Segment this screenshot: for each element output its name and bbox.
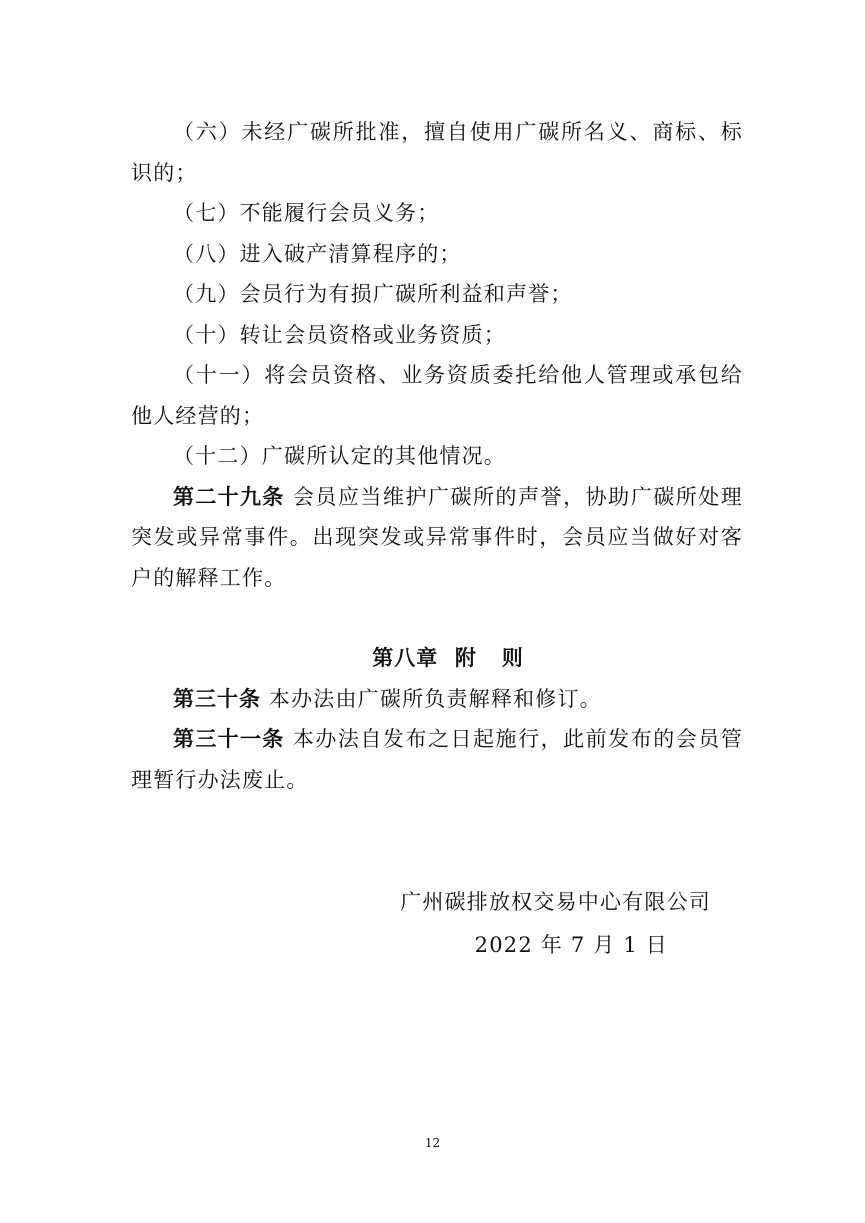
document-body	[131, 112, 743, 800]
chapter-heading: 第八章 附 则	[372, 646, 524, 670]
article-30	[131, 679, 743, 720]
page-number: 12	[424, 1136, 441, 1150]
list-item-8: （八）进入破产清算程序的；	[173, 241, 462, 266]
list-item-11: （十一）将会员资格、业务资质委托给他人管理或承包给他人经营的；	[131, 363, 743, 428]
list-item-7: （七）不能履行会员义务；	[173, 201, 440, 225]
list-item-12: （十二）广碳所认定的其他情况。	[173, 444, 506, 468]
article-29-label: 第二十九条	[173, 484, 285, 509]
list-item-9: （九）会员行为有损广碳所利益和声誉；	[173, 282, 573, 306]
signature-date: 2022 年 7 月 1 日	[474, 933, 668, 957]
article-31	[131, 719, 743, 800]
list-item-10: （十）转让会员资格或业务资质；	[173, 322, 506, 347]
list-item-6: （六）未经广碳所批准，擅自使用广碳所名义、商标、标识的；	[131, 120, 743, 185]
article-31-text: 本办法自发布之日起施行，此前发布的会员管理暂行办法废止。	[131, 727, 743, 792]
signature-organization: 广州碳排放权交易中心有限公司	[400, 890, 711, 914]
article-30-text: 本办法由广碳所负责解释和修订。	[261, 686, 602, 711]
article-30-label: 第三十条	[173, 686, 261, 711]
article-29	[131, 477, 743, 599]
article-31-label: 第三十一条	[173, 727, 285, 751]
article-29-text: 会员应当维护广碳所的声誉，协助广碳所处理突发或异常事件。出现突发或异常事件时，会员应当做好对客户的解释工作。	[131, 484, 743, 590]
